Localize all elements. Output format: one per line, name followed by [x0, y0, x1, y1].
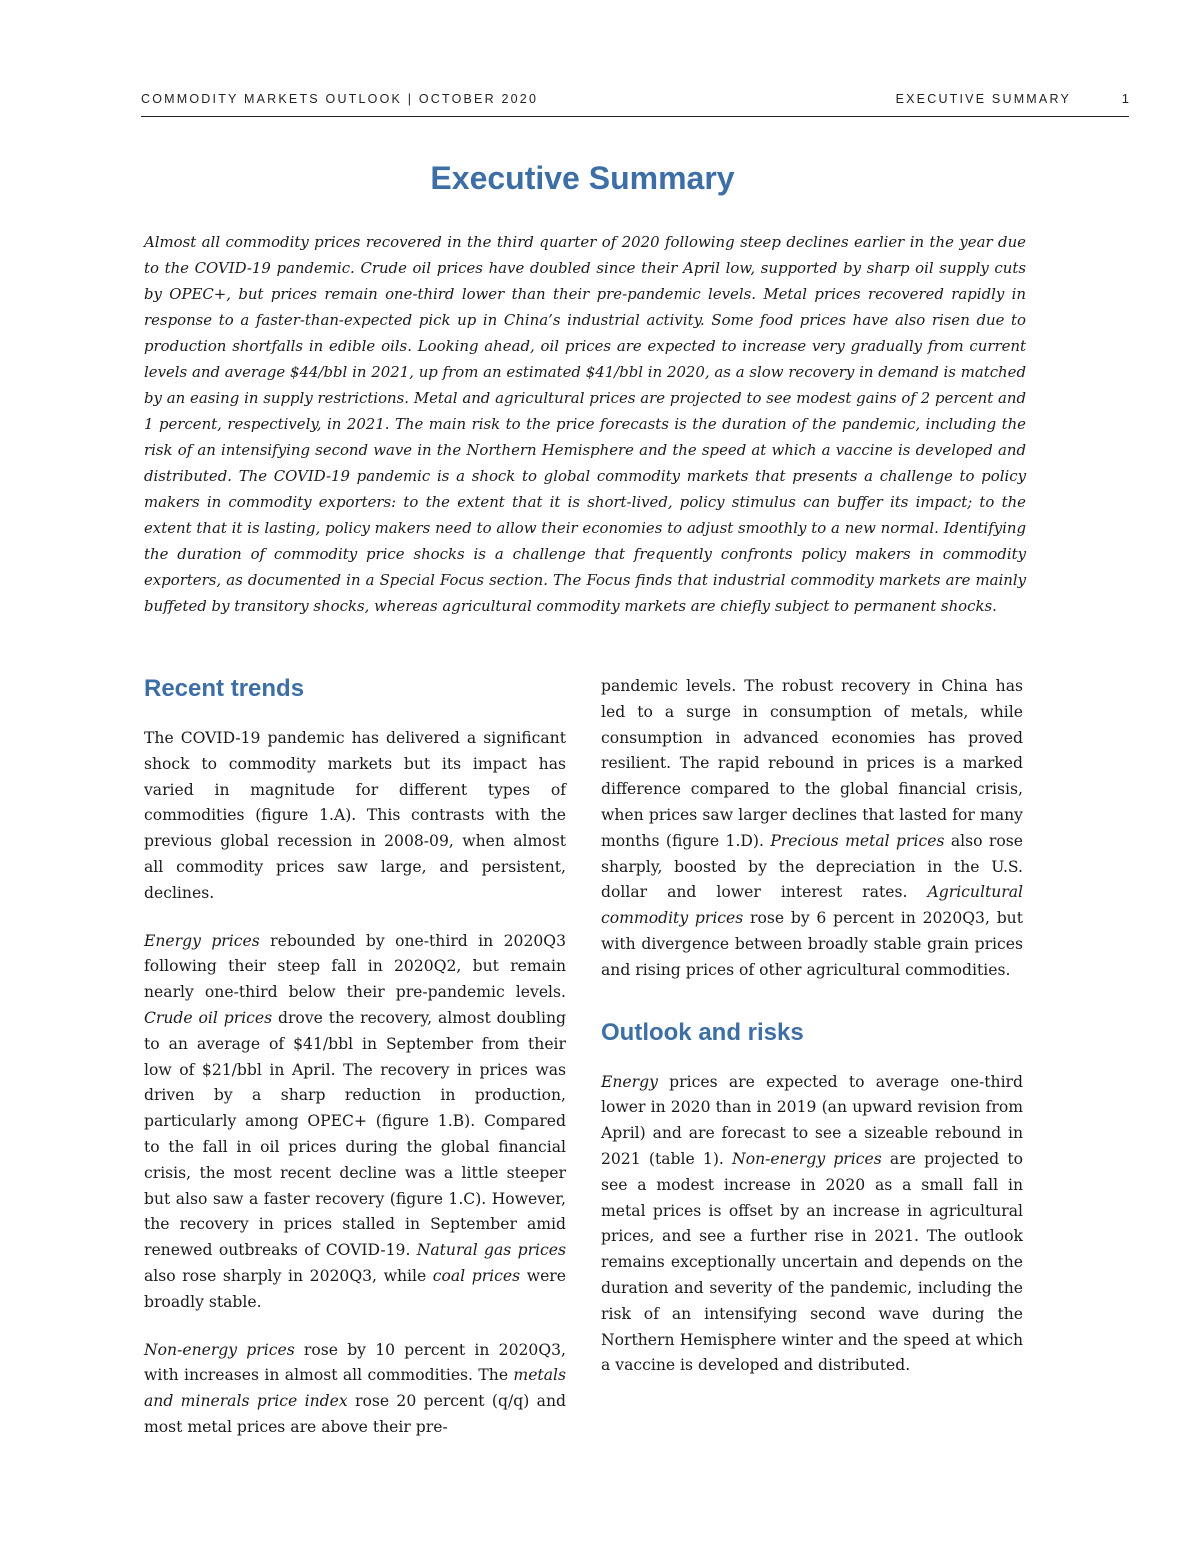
recent-trends-paragraph-3-continued: pandemic levels. The robust recovery in China has led to a surge in consumption of metals, while consumption in advanced economies has proved resilient. The rapid rebound in prices is a marked difference compared to the global financial crisis, when prices saw larger declines that lasted for many months (figure 1.D). Precious metal prices also rose sharply, boosted by the depreciation in the U.S. dollar and lower interest rates. Agricultural commodity prices rose by 6 percent in 2020Q3, but with divergence between broadly stable grain prices and rising prices of other agricultural commodities. — [601, 677, 1024, 979]
page-title: Executive Summary — [430, 160, 735, 196]
publication-title: COMMODITY MARKETS OUTLOOK | OCTOBER 2020 — [141, 92, 539, 106]
section-title: EXECUTIVE SUMMARY — [895, 92, 1071, 106]
right-column — [601, 674, 1023, 1401]
emphasis: metals and minerals price index — [144, 1366, 566, 1411]
recent-trends-paragraph-3: Non-energy prices rose by 10 percent in 2020Q3, with increases in almost all commodities. The metals and minerals price index rose 20 percent (q/q) and most metal prices are above their pre- — [144, 1340, 567, 1436]
emphasis: coal prices — [432, 1266, 521, 1285]
page-number: 1 — [1121, 91, 1129, 106]
outlook-heading: Outlook and risks — [601, 1018, 804, 1046]
emphasis: Energy prices — [144, 931, 260, 950]
emphasis: Non-energy prices — [732, 1149, 882, 1168]
emphasis: Precious metal prices — [770, 831, 945, 850]
left-column — [144, 674, 566, 1463]
recent-trends-heading: Recent trends — [144, 675, 305, 702]
emphasis: Crude oil prices — [144, 1008, 273, 1027]
emphasis: Non-energy prices — [144, 1340, 295, 1359]
emphasis: Natural gas prices — [416, 1241, 566, 1260]
summary-paragraph: Almost all commodity prices recovered in the third quarter of 2020 following steep declines earlier in the year due to the COVID-19 pandemic. Crude oil prices have doubled since their April low, supported by sharp oil supply cuts by OPEC+, but prices remain one-third lower than their pre-pandemic levels. Metal prices recovered rapidly in response to a faster-than-expected pick up in China’s industrial activity. Some food prices have also risen due to production shortfalls in edible oils. Looking ahead, oil prices are expected to increase very gradually from current levels and average $44/bbl in 2021, up from an estimated $41/bbl in 2020, as a slow recovery in demand is matched by an easing in supply restrictions. Metal and agricultural prices are projected to see modest gains of 2 percent and 1 percent, respectively, in 2021. The main risk to the price forecasts is the duration of the pandemic, including the risk of an intensifying second wave in the Northern Hemisphere and the speed at which a vaccine is developed and distributed. The COVID-19 pandemic is a shock to global commodity markets that presents a challenge to policy makers in commodity exporters: to the extent that it is short-lived, policy stimulus can buffer its impact; to the extent that it is lasting, policy makers need to allow their economies to adjust smoothly to a new normal. Identifying the duration of commodity price shocks is a challenge that frequently confronts policy makers in commodity exporters, as documented in a Special Focus section. The Focus finds that industrial commodity markets are mainly buffeted by transitory shocks, whereas agricultural commodity markets are chiefly subject to permanent shocks. — [144, 233, 1026, 615]
outlook-paragraph: Energy prices are expected to average one-third lower in 2020 than in 2019 (an upward revision from April) and are forecast to see a sizeable rebound in 2021 (table 1). Non-energy prices are projected to see a modest increase in 2020 as a small fall in metal prices is offset by an increase in agricultural prices, and see a further rise in 2021. The outlook remains exceptionally uncertain and depends on the duration and severity of the pandemic, including the risk of an intensifying second wave during the Northern Hemisphere winter and the speed at which a vaccine is developed and distributed. — [601, 1072, 1023, 1375]
emphasis: Energy — [601, 1072, 658, 1091]
emphasis: Agricultural commodity prices — [601, 883, 1023, 928]
running-header — [141, 92, 1129, 117]
recent-trends-paragraph-1: The COVID-19 pandemic has delivered a significant shock to commodity markets but its impact has varied in magnitude for different types of commodities (figure 1.A). This contrasts with the previous global recession in 2008-09, when almost all commodity prices saw large, and persistent, declines. — [144, 729, 566, 902]
recent-trends-paragraph-2: Energy prices rebounded by one-third in 2020Q3 following their steep fall in 2020Q2, but remain nearly one-third below their pre-pandemic levels. Crude oil prices drove the recovery, almost doubling to an average of $41/bbl in September from their low of $21/bbl in April. The recovery in prices was driven by a sharp reduction in production, particularly among OPEC+ (figure 1.B). Compared to the fall in oil prices during the global financial crisis, the most recent decline was a little steeper but also saw a faster recovery (figure 1.C). However, the recovery in prices stalled in September amid renewed outbreaks of COVID-19. Natural gas prices also rose sharply in 2020Q3, while coal prices were broadly stable. — [144, 931, 566, 1311]
